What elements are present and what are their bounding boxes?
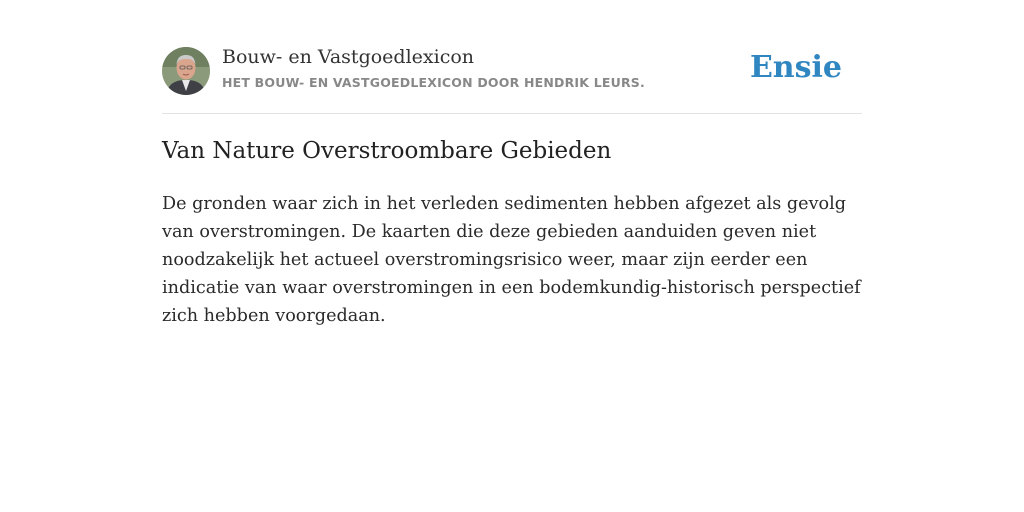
- lexicon-title[interactable]: Bouw- en Vastgoedlexicon: [222, 46, 475, 68]
- lexicon-header: [162, 46, 862, 96]
- entry-definition: De gronden waar zich in het verleden sedimenten hebben afgezet als gevolg van overstromingen. De kaarten die deze gebieden aanduiden geven niet noodzakelijk het actueel overstromingsrisico weer, maar zijn eerder een indicatie van waar overstromingen in een bodemkundig-historisch perspectief zich hebben voorgedaan.: [162, 194, 861, 326]
- ensie-logo[interactable]: Ensie: [749, 50, 842, 85]
- avatar[interactable]: [162, 47, 210, 95]
- page-title: Van Nature Overstroombare Gebieden: [162, 138, 612, 164]
- header-divider: [162, 113, 862, 114]
- author-portrait-icon: [162, 47, 210, 95]
- lexicon-subtitle: HET BOUW- EN VASTGOEDLEXICON DOOR HENDRIK LEURS.: [222, 75, 645, 90]
